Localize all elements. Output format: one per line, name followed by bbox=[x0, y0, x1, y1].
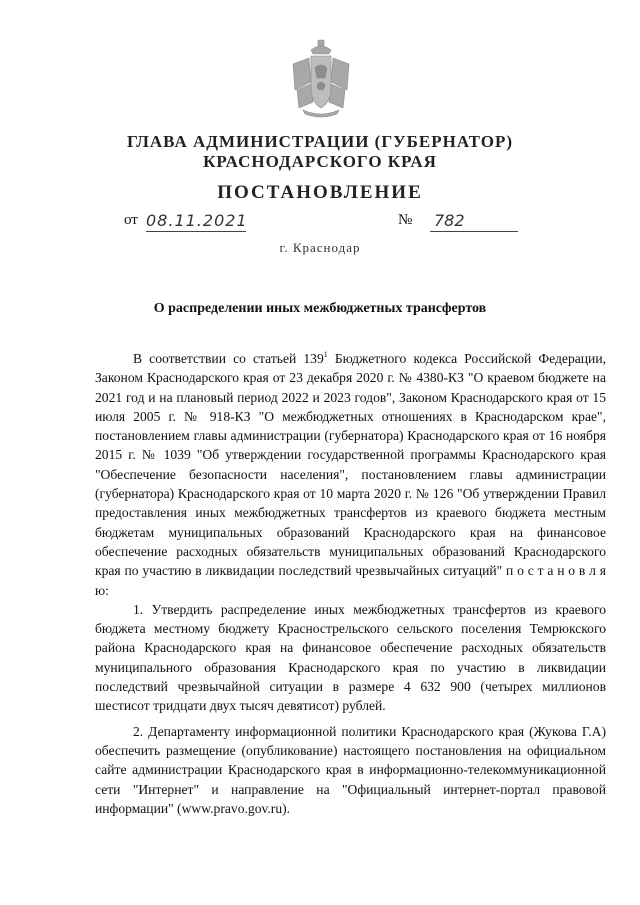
date-prefix: от bbox=[124, 212, 138, 228]
intro-paragraph bbox=[95, 349, 606, 600]
city: г. Краснодар bbox=[279, 240, 361, 255]
intro-text-start: В соответствии со статьей 139 bbox=[133, 351, 324, 366]
article-superscript: 1 bbox=[323, 350, 328, 359]
document-type: ПОСТАНОВЛЕНИЕ bbox=[217, 182, 423, 203]
authority-title-line2: КРАСНОДАРСКОГО КРАЯ bbox=[203, 152, 437, 171]
intro-text-rest: Бюджетного кодекса Российской Федерации, Законом Краснодарского края от 23 декабря 2020 г. № 4380-КЗ "О краевом бюджете на 2021 год и на плановый период 2022 и 2023 годов", Законом Краснодарского края от 15 июля 2005 г. № 918-КЗ "О межбюджетных отношениях в Краснодарском крае", постановлением главы администрации (губернатора) Краснодарского края от 16 ноября 2015 г. № 1039 "Об утверждении государственной программы Краснодарского края "Обеспечение безопасности населения", постановлением главы администрации (губернатора) Краснодарского края от 10 марта 2020 г. № 126 "Об утверждении Правил предоставления иных межбюджетных трансфертов из краевого бюджета местным бюджетам муниципальных образований Краснодарского края на финансовое обеспечение расходных обязательств муниципальных образований Краснодарского края по участию в ликвидации последствий чрезвычайных ситуаций" п о с т а н о в л я ю: bbox=[95, 351, 606, 598]
document-number: 782 bbox=[430, 212, 518, 232]
authority-title-line1: ГЛАВА АДМИНИСТРАЦИИ (ГУБЕРНАТОР) bbox=[126, 132, 513, 151]
coat-of-arms-icon bbox=[289, 38, 353, 118]
item-2-paragraph: 2. Департаменту информационной политики Краснодарского края (Жукова Г.А) обеспечить размещение (опубликование) настоящего постановления на официальном сайте администрации Краснодарского края в информационно-телекоммуникационной сети "Интернет" и направление на "Официальный интернет-портал правовой информации" (www.pravo.gov.ru). bbox=[95, 723, 606, 816]
document-date: 08.11.2021 bbox=[146, 211, 248, 230]
document-subject: О распределении иных межбюджетных трансфертов bbox=[153, 301, 487, 316]
item-1-paragraph: 1. Утвердить распределение иных межбюджетных трансфертов из краевого бюджета местному бюджету Краснострельского сельского поселения Темрюкского района Краснодарского края на финансовое обеспечение расходных обязательств муниципального образования Краснодарского края по участию в ликвидации последствий чрезвычайной ситуации в размере 4 632 900 (четырех миллионов шестисот тридцати двух тысяч девятисот) рублей. bbox=[95, 601, 606, 714]
number-prefix: № bbox=[398, 212, 413, 228]
document-body bbox=[95, 349, 606, 818]
